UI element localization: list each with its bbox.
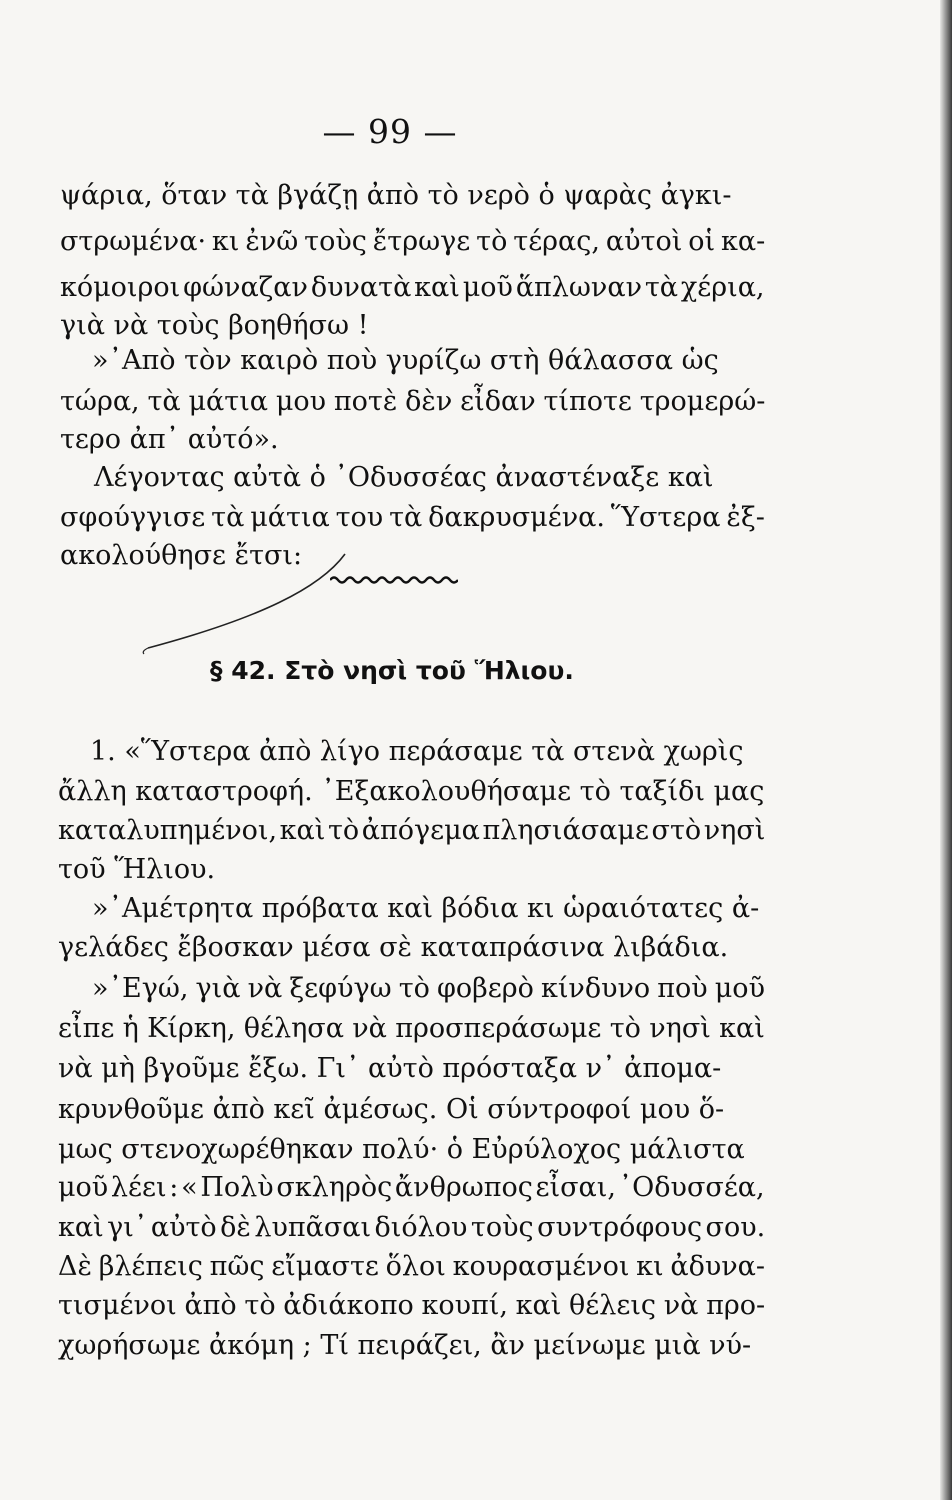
text-line: Λέγοντας αὐτὰ ὁ ᾿Οδυσσέας ἀναστέναξε καὶ xyxy=(94,462,714,493)
text-line: γιὰ νὰ τοὺς βοηθήσω ! xyxy=(60,310,369,341)
text-line: τερο ἀπ᾿ αὐτό». xyxy=(60,424,279,455)
text-line: τισμένοι ἀπὸ τὸ ἀδιάκοπο κουπί, καὶ θέλεις νὰ προ- xyxy=(58,1290,766,1321)
text-line: γελάδες ἔβοσκαν μέσα σὲ καταπράσινα λιβάδια. xyxy=(58,932,729,963)
text-line: ἄλλη καταστροφή. ᾿Εξακολουθήσαμε τὸ ταξίδι μας xyxy=(58,776,765,807)
text-line: στρωμένα· κι ἐνῶ τοὺς ἔτρωγε τὸ τέρας, αὐτοὶ οἱ κα- xyxy=(60,226,766,257)
text-line: »᾿Αμέτρητα πρόβατα καὶ βόδια κι ὡραιότατες ἀ- xyxy=(92,893,760,924)
text-line: μως στενοχωρέθηκαν πολύ· ὁ Εὐρύλοχος μάλιστα xyxy=(58,1134,745,1165)
text-line: ακολούθησε ἔτσι: xyxy=(60,540,303,571)
text-line: μοῦ λέει : « Πολὺ σκληρὸς ἄνθρωπος εἶσαι, ᾿Οδυσσέα, xyxy=(58,1172,765,1203)
text-line: »᾿Απὸ τὸν καιρὸ ποὺ γυρίζω στὴ θάλασσα ὡς xyxy=(92,345,719,376)
text-line: τοῦ Ἥλιου. xyxy=(58,854,216,885)
page-edge-shadow xyxy=(940,0,952,1500)
pen-mark xyxy=(140,548,360,658)
text-line: εἶπε ἡ Κίρκη, θέλησα νὰ προσπεράσωμε τὸ νησὶ καὶ xyxy=(58,1013,765,1044)
text-line: καὶ γι᾿ αὐτὸ δὲ λυπᾶσαι διόλου τοὺς συντρόφους σου. xyxy=(58,1212,766,1243)
text-line: τώρα, τὰ μάτια μου ποτὲ δὲν εἶδαν τίποτε τρομερώ- xyxy=(60,386,766,417)
section-heading: § 42. Στὸ νησὶ τοῦ Ἥλιου. xyxy=(210,656,574,685)
text-line: καταλυπημένοι, καὶ τὸ ἀπόγεμα πλησιάσαμε στὸ νησὶ xyxy=(58,815,766,846)
text-line: Δὲ βλέπεις πῶς εἴμαστε ὅλοι κουρασμένοι κι ἀδυνα- xyxy=(58,1251,766,1282)
text-line: 1. «Ὕστερα ἀπὸ λίγο περάσαμε τὰ στενὰ χωρὶς xyxy=(90,736,744,767)
text-line: νὰ μὴ βγοῦμε ἔξω. Γι᾿ αὐτὸ πρόσταξα ν᾿ ἀπομα- xyxy=(58,1053,722,1084)
page-number: — 99 — xyxy=(322,112,458,151)
text-line: κόμοιροι φώναζαν δυνατὰ καὶ μοῦ ἅπλωναν τὰ χέρια, xyxy=(60,272,765,303)
text-line: »᾿Εγώ, γιὰ νὰ ξεφύγω τὸ φοβερὸ κίνδυνο ποὺ μοῦ xyxy=(92,973,765,1004)
text-line: χωρήσωμε ἀκόμη ; Τί πειράζει, ἂν μείνωμε μιὰ νύ- xyxy=(58,1330,752,1361)
text-line: κρυνθοῦμε ἀπὸ κεῖ ἀμέσως. Οἱ σύντροφοί μου ὅ- xyxy=(58,1094,725,1125)
text-line: σφούγγισε τὰ μάτια του τὰ δακρυσμένα. Ὕστερα ἐξ- xyxy=(60,502,765,533)
text-line: ψάρια, ὅταν τὰ βγάζῃ ἀπὸ τὸ νερὸ ὁ ψαρὰς ἀγκι- xyxy=(60,180,732,211)
